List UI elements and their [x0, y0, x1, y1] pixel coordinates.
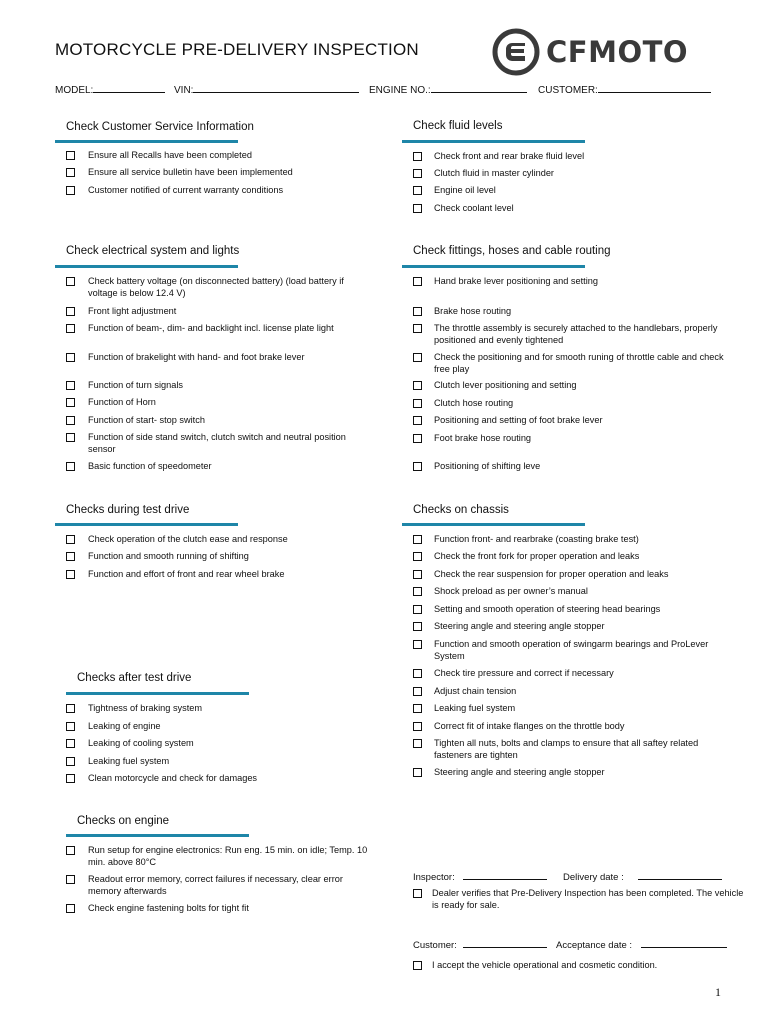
item-label: Function and effort of front and rear wheel brake: [88, 569, 285, 579]
model-field[interactable]: [55, 83, 165, 96]
section-bar: [402, 140, 585, 143]
cfmoto-emblem-icon: [492, 28, 540, 76]
checklist-item[interactable]: [66, 306, 368, 318]
cfmoto-logo: [492, 28, 688, 76]
checklist-item[interactable]: [413, 604, 735, 616]
checkbox[interactable]: [66, 846, 75, 855]
checkbox[interactable]: [413, 722, 422, 731]
checklist-item[interactable]: [66, 432, 368, 456]
item-label: Customer notified of current warranty conditions: [88, 185, 284, 195]
checkbox[interactable]: [66, 168, 75, 177]
checklist-item[interactable]: [413, 767, 735, 779]
checkbox[interactable]: [413, 381, 422, 390]
item-label: Hand brake lever positioning and setting: [434, 276, 598, 286]
checkbox[interactable]: [413, 640, 422, 649]
checklist-item[interactable]: [66, 150, 376, 162]
checklist-item[interactable]: [413, 703, 735, 715]
customer-sign-label: Customer:: [413, 940, 457, 951]
section-bar: [66, 834, 249, 837]
checkbox[interactable]: [413, 739, 422, 748]
item-label: Positioning of shifting leve: [434, 461, 541, 471]
checkbox[interactable]: [413, 587, 422, 596]
checklist-item[interactable]: [413, 398, 735, 410]
checkbox[interactable]: [413, 687, 422, 696]
section-title: Checks on engine: [77, 815, 170, 827]
item-label: Function of side stand switch, clutch switch and neutral position sensor: [88, 432, 346, 454]
checklist-item[interactable]: [413, 433, 735, 445]
checkbox[interactable]: [413, 416, 422, 425]
checkbox[interactable]: [413, 768, 422, 777]
section-title: Check electrical system and lights: [66, 245, 240, 257]
item-label: Check engine fastening bolts for tight fit: [88, 903, 249, 913]
item-label: Foot brake hose routing: [434, 433, 532, 443]
item-label: Function and smooth running of shifting: [88, 551, 249, 561]
checklist-item[interactable]: [66, 874, 368, 898]
item-label: Adjust chain tension: [434, 686, 517, 696]
checkbox[interactable]: [413, 889, 422, 898]
checklist-item[interactable]: [66, 534, 368, 546]
item-label: Readout error memory, correct failures if necessary, clear error memory afterwards: [88, 874, 343, 896]
item-label: Tightness of braking system: [88, 703, 203, 713]
checklist-item[interactable]: [66, 773, 368, 785]
checklist-item[interactable]: [66, 703, 368, 715]
checkbox[interactable]: [413, 552, 422, 561]
checklist-item[interactable]: [413, 738, 735, 762]
section-title: Check fittings, hoses and cable routing: [413, 245, 611, 257]
checkbox[interactable]: [66, 774, 75, 783]
checkbox[interactable]: [413, 622, 422, 631]
checkbox[interactable]: [66, 904, 75, 913]
checkbox[interactable]: [413, 307, 422, 316]
delivery-date-field[interactable]: [563, 870, 722, 883]
checkbox[interactable]: [66, 381, 75, 390]
inspector-field[interactable]: [413, 870, 547, 883]
dealer-statement: Dealer verifies that Pre-Delivery Inspection has been completed. The vehicle is ready for sale.: [432, 888, 744, 910]
checkbox[interactable]: [66, 739, 75, 748]
checkbox[interactable]: [66, 535, 75, 544]
item-label: Function and smooth operation of swingarm bearings and ProLever System: [434, 639, 709, 661]
item-label: Setting and smooth operation of steering head bearings: [434, 604, 661, 614]
checkbox[interactable]: [413, 605, 422, 614]
checkbox[interactable]: [413, 324, 422, 333]
item-label: Function of beam-, dim- and backlight incl. license plate light: [88, 323, 334, 333]
item-label: Check coolant level: [434, 203, 514, 213]
checklist-item[interactable]: [66, 551, 368, 563]
checklist-item[interactable]: [413, 721, 735, 733]
checklist-item[interactable]: [66, 845, 368, 869]
acceptance-date-label: Acceptance date :: [556, 940, 633, 951]
checkbox[interactable]: [66, 416, 75, 425]
section-bar: [402, 265, 585, 268]
checkbox[interactable]: [413, 277, 422, 286]
checklist-item[interactable]: [413, 203, 733, 215]
section-title: Checks during test drive: [66, 504, 190, 516]
item-label: Leaking of engine: [88, 721, 161, 731]
checklist-item[interactable]: [413, 415, 735, 427]
item-label: Function of turn signals: [88, 380, 183, 390]
checklist-item[interactable]: [66, 569, 368, 581]
customer-label: CUSTOMER:: [538, 85, 598, 96]
customer-acceptance[interactable]: [413, 960, 747, 972]
checkbox[interactable]: [413, 462, 422, 471]
checkbox[interactable]: [413, 535, 422, 544]
checkbox[interactable]: [413, 669, 422, 678]
item-label: Brake hose routing: [434, 306, 512, 316]
item-label: Check operation of the clutch ease and response: [88, 534, 288, 544]
checklist-item[interactable]: [413, 352, 735, 376]
item-label: Clean motorcycle and check for damages: [88, 773, 258, 783]
checkbox[interactable]: [413, 399, 422, 408]
checklist-item[interactable]: [413, 380, 735, 392]
item-label: Steering angle and steering angle stopper: [434, 767, 605, 777]
checklist-item[interactable]: [413, 151, 733, 163]
checklist-item[interactable]: [66, 738, 368, 750]
item-label: Leaking fuel system: [88, 756, 170, 766]
checklist-item[interactable]: [413, 569, 735, 581]
checkbox[interactable]: [66, 307, 75, 316]
checklist-item[interactable]: [66, 167, 376, 179]
checklist-item[interactable]: [66, 397, 368, 409]
item-label: Engine oil level: [434, 185, 496, 195]
checkbox[interactable]: [413, 570, 422, 579]
checkbox[interactable]: [413, 353, 422, 362]
item-label: Leaking fuel system: [434, 703, 516, 713]
item-label: Check tire pressure and correct if necessary: [434, 668, 614, 678]
checklist-item[interactable]: [413, 621, 735, 633]
item-label: Leaking of cooling system: [88, 738, 194, 748]
vin-label: VIN:: [174, 85, 194, 96]
item-label: Clutch lever positioning and setting: [434, 380, 577, 390]
checkbox[interactable]: [66, 570, 75, 579]
checkbox[interactable]: [413, 204, 422, 213]
section-bar: [55, 523, 238, 526]
checklist-item[interactable]: [413, 306, 735, 318]
checklist-item[interactable]: [66, 721, 368, 733]
checklist-item[interactable]: [66, 461, 368, 473]
checkbox[interactable]: [66, 722, 75, 731]
customer-field[interactable]: [538, 83, 711, 96]
item-label: Shock preload as per owner’s manual: [434, 586, 588, 596]
section-bar: [66, 692, 249, 695]
delivery-date-label: Delivery date :: [563, 872, 624, 883]
item-label: Ensure all Recalls have been completed: [88, 150, 252, 160]
item-label: Check battery voltage (on disconnected battery) (load battery if voltage is below 12.4 V): [88, 276, 344, 298]
model-label: MODEL:: [55, 85, 94, 96]
checkbox[interactable]: [413, 152, 422, 161]
section-title: Check Customer Service Information: [66, 121, 254, 133]
section-title: Checks on chassis: [413, 504, 509, 516]
checklist-item[interactable]: [413, 639, 735, 663]
item-label: Tighten all nuts, bolts and clamps to ensure that all saftey related fasteners are tighten: [434, 738, 699, 760]
item-label: Front light adjustment: [88, 306, 177, 316]
section-bar: [55, 265, 238, 268]
checklist-item[interactable]: [413, 534, 735, 546]
checkbox[interactable]: [66, 875, 75, 884]
checkbox[interactable]: [413, 169, 422, 178]
checklist-item[interactable]: [413, 276, 735, 288]
checkbox[interactable]: [66, 433, 75, 442]
checklist-item[interactable]: [413, 168, 733, 180]
checkbox[interactable]: [66, 277, 75, 286]
inspector-label: Inspector:: [413, 872, 455, 883]
checkbox[interactable]: [66, 151, 75, 160]
section-bar: [402, 523, 585, 526]
checklist-item[interactable]: [413, 551, 735, 563]
checkbox[interactable]: [413, 434, 422, 443]
dealer-verification[interactable]: [413, 888, 747, 912]
checklist-item[interactable]: [66, 380, 368, 392]
page-title: MOTORCYCLE PRE-DELIVERY INSPECTION: [55, 40, 419, 59]
checklist-item[interactable]: [66, 756, 368, 768]
item-label: Clutch fluid in master cylinder: [434, 168, 554, 178]
item-label: Run setup for engine electronics: Run eng. 15 min. on idle; Temp. 10 min. above 80°C: [88, 845, 368, 867]
item-label: Check the positioning and for smooth runing of throttle cable and check free play: [434, 352, 724, 374]
checkbox[interactable]: [66, 704, 75, 713]
item-label: Correct fit of intake flanges on the throttle body: [434, 721, 625, 731]
acceptance-date-field[interactable]: [556, 938, 727, 951]
section-title: Check fluid levels: [413, 120, 503, 132]
customer-statement: I accept the vehicle operational and cosmetic condition.: [432, 960, 658, 970]
checklist-item[interactable]: [413, 461, 735, 473]
checkbox[interactable]: [413, 186, 422, 195]
checklist-item[interactable]: [413, 185, 733, 197]
checkbox[interactable]: [66, 398, 75, 407]
checklist-item[interactable]: [66, 276, 368, 300]
section-title: Checks after test drive: [77, 672, 192, 684]
checkbox[interactable]: [66, 552, 75, 561]
item-label: Function of Horn: [88, 397, 156, 407]
checklist-item[interactable]: [66, 352, 368, 364]
page-number: 1: [715, 985, 721, 999]
checkbox[interactable]: [413, 704, 422, 713]
checklist-item[interactable]: [413, 586, 735, 598]
checklist-item[interactable]: [413, 686, 735, 698]
item-label: Positioning and setting of foot brake lever: [434, 415, 603, 425]
item-label: Ensure all service bulletin have been implemented: [88, 167, 293, 177]
item-label: Basic function of speedometer: [88, 461, 212, 471]
item-label: Check front and rear brake fluid level: [434, 151, 585, 161]
item-label: Function of brakelight with hand- and foot brake lever: [88, 352, 305, 362]
logo-wordmark: CFMOTO: [546, 35, 689, 69]
item-label: Clutch hose routing: [434, 398, 514, 408]
checklist-item[interactable]: [66, 415, 368, 427]
checklist-item[interactable]: [66, 323, 368, 335]
checkbox[interactable]: [66, 186, 75, 195]
checklist-item[interactable]: [66, 903, 368, 915]
checklist-item[interactable]: [413, 323, 735, 347]
item-label: Function front- and rearbrake (coasting brake test): [434, 534, 639, 544]
engine-no-label: ENGINE NO.:: [369, 85, 431, 96]
checkbox[interactable]: [66, 757, 75, 766]
item-label: Steering angle and steering angle stopper: [434, 621, 605, 631]
checklist-item[interactable]: [66, 185, 376, 197]
checklist-item[interactable]: [413, 668, 735, 680]
item-label: Check the rear suspension for proper operation and leaks: [434, 569, 669, 579]
checkbox[interactable]: [66, 353, 75, 362]
item-label: Function of start- stop switch: [88, 415, 205, 425]
engine-no-field[interactable]: [369, 83, 527, 96]
customer-signature-field[interactable]: [413, 938, 547, 951]
item-label: Check the front fork for proper operation and leaks: [434, 551, 640, 561]
item-label: The throttle assembly is securely attached to the handlebars, properly positioned and evenly tightened: [434, 323, 718, 345]
checkbox[interactable]: [413, 961, 422, 970]
vin-field[interactable]: [174, 83, 359, 96]
checkbox[interactable]: [66, 324, 75, 333]
section-bar: [55, 140, 238, 143]
checkbox[interactable]: [66, 462, 75, 471]
